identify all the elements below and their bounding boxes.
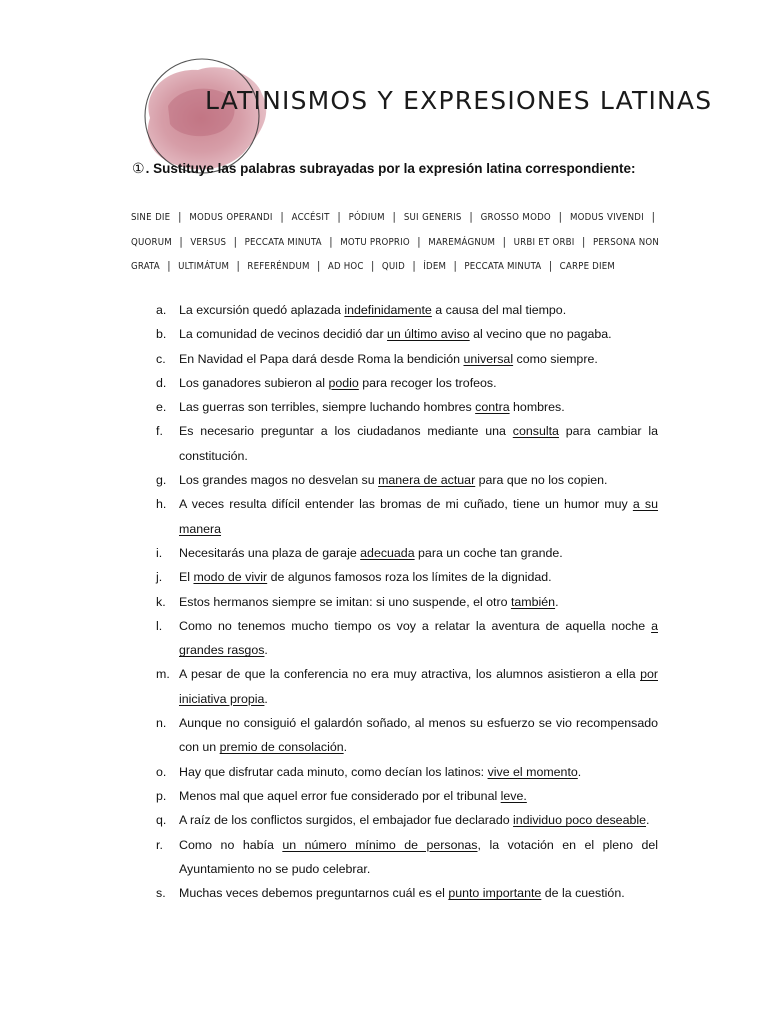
sentence-text: En Navidad el Papa dará desde Roma la bendición: [179, 351, 464, 366]
exercise-letter: k.: [156, 594, 166, 609]
word-bank-item: MAREMÁGNUM: [428, 236, 496, 248]
sentence-text: Estos hermanos siempre se imitan: si uno suspende, el otro: [179, 594, 511, 609]
word-bank-item: PERSONA NON GRATA: [131, 236, 660, 272]
exercise-list: [150, 298, 658, 905]
exercise-item: [150, 347, 658, 371]
sentence-text: Hay que disfrutar cada minuto, como decían los latinos:: [179, 764, 488, 779]
sentence-text: El: [179, 570, 194, 585]
underlined-phrase: indefinidamente: [344, 303, 432, 317]
underlined-phrase: modo de vivir: [193, 570, 268, 585]
sentence-text: Como no había: [179, 837, 283, 852]
sentence-text: .: [577, 764, 582, 779]
word-bank-separator: |: [392, 210, 397, 223]
word-bank-separator: |: [233, 234, 238, 248]
word-bank-separator: |: [558, 210, 563, 223]
underlined-phrase: manera de actuar: [378, 473, 476, 488]
underlined-phrase: un número mínimo de personas: [282, 837, 478, 852]
exercise-letter: q.: [156, 813, 167, 828]
exercise-item: [150, 395, 658, 419]
exercise-item: [150, 614, 658, 663]
word-bank-separator: |: [179, 234, 183, 248]
word-bank-item: MODUS VIVENDI: [569, 212, 644, 223]
word-bank-separator: |: [329, 234, 333, 248]
underlined-phrase: contra: [475, 400, 510, 415]
sentence-text: Las guerras son terribles, siempre luchando hombres: [179, 400, 476, 415]
word-bank-separator: |: [651, 210, 656, 223]
sentence-text: de algunos famosos roza los límites de la dignidad.: [267, 570, 552, 585]
exercise-letter: c.: [156, 351, 166, 366]
word-bank-item: ÍDEM: [423, 261, 447, 272]
word-bank-separator: |: [469, 210, 473, 223]
word-bank-separator: |: [412, 259, 416, 272]
sentence-text: .: [264, 691, 268, 706]
exercise-item: [150, 322, 658, 346]
sentence-text: hombres.: [509, 400, 565, 415]
underlined-phrase: por iniciativa propia: [179, 667, 658, 706]
sentence-text: Los ganadores subieron al: [179, 375, 329, 390]
exercise-item: [150, 833, 658, 882]
sentence-text: , la votación en el pleno del Ayuntamiento no se pudo celebrar.: [179, 837, 658, 876]
underlined-phrase: podio: [328, 375, 359, 390]
underlined-phrase: a grandes rasgos: [179, 618, 658, 658]
underlined-phrase: un último aviso: [387, 327, 470, 342]
exercise-letter: p.: [156, 788, 167, 803]
underlined-phrase: consulta: [512, 424, 559, 439]
underlined-phrase: a su manera: [179, 497, 659, 536]
sentence-text: Los grandes magos no desvelan su: [179, 473, 379, 488]
exercise-letter: m.: [156, 667, 170, 682]
exercise-letter: a.: [156, 303, 167, 317]
sentence-text: a causa del mal tiempo.: [431, 303, 567, 317]
sentence-text: como siempre.: [513, 351, 598, 366]
word-bank-separator: |: [417, 234, 421, 248]
exercise-number: ①: [132, 160, 145, 176]
sentence-text: .: [343, 740, 348, 755]
word-bank-separator: |: [548, 259, 553, 272]
word-bank-item: SUI GENERIS: [403, 212, 462, 223]
word-bank-item: MOTU PROPRIO: [340, 236, 410, 248]
underlined-phrase: también: [510, 594, 556, 609]
underlined-phrase: punto importante: [448, 886, 542, 901]
word-bank-separator: |: [337, 210, 341, 223]
exercise-item: [150, 662, 658, 711]
word-bank-item: CARPE DIEM: [559, 261, 616, 272]
sentence-text: .: [555, 594, 559, 609]
underlined-phrase: leve.: [500, 788, 527, 803]
exercise-item: [150, 760, 658, 784]
word-bank-separator: |: [502, 234, 507, 248]
sentence-text: La excursión quedó aplazada: [179, 303, 345, 317]
sentence-text: Aunque no consiguió el galardón soñado, al menos su esfuerzo se vio recompensado con un: [179, 716, 658, 755]
sentence-text: A veces resulta difícil entender las bromas de mi cuñado, tiene un humor muy: [179, 497, 633, 512]
exercise-item: [150, 565, 658, 589]
sentence-text: .: [264, 643, 268, 658]
exercise-item: [150, 784, 658, 808]
word-bank-separator: |: [453, 259, 458, 272]
exercise-letter: s.: [156, 886, 166, 901]
word-bank-item: AD HOC: [327, 261, 364, 272]
exercise-letter: f.: [156, 424, 163, 439]
sentence-text: Necesitarás una plaza de garaje: [179, 545, 361, 560]
word-bank-item: GROSSO MODO: [480, 212, 551, 223]
exercise-instruction: [132, 160, 652, 177]
sentence-text: Menos mal que aquel error fue considerado por el tribunal: [179, 788, 501, 803]
exercise-letter: e.: [156, 400, 167, 415]
exercise-letter: d.: [156, 375, 167, 390]
word-bank-separator: |: [280, 210, 284, 223]
underlined-phrase: universal: [463, 351, 514, 366]
page-title: LATINISMOS Y EXPRESIONES LATINAS: [205, 86, 713, 115]
word-bank-item: ULTIMÁTUM: [178, 261, 230, 272]
exercise-letter: j.: [156, 570, 163, 585]
sentence-text: La comunidad de vecinos decidió dar: [179, 327, 388, 342]
word-bank-separator: |: [316, 259, 321, 272]
word-bank-item: VERSUS: [190, 236, 227, 248]
word-bank-separator: |: [167, 259, 171, 272]
instruction-text: . Sustituye las palabras subrayadas por la expresión latina correspondiente:: [145, 161, 636, 176]
exercise-letter: i.: [156, 545, 163, 560]
exercise-item: [150, 711, 658, 760]
underlined-phrase: premio de consolación: [219, 740, 344, 755]
sentence-text: A raíz de los conflictos surgidos, el embajador fue declarado: [179, 813, 514, 828]
word-bank-item: SINE DIE: [131, 212, 171, 223]
sentence-text: para un coche tan grande.: [414, 545, 563, 560]
exercise-letter: b.: [156, 327, 167, 342]
exercise-item: [150, 371, 658, 395]
exercise-item: [150, 808, 658, 832]
exercise-item: [150, 881, 658, 905]
exercise-letter: r.: [156, 837, 163, 852]
word-bank-item: QUORUM: [131, 236, 172, 248]
word-bank-item: MODUS OPERANDI: [189, 212, 273, 223]
exercise-item: [150, 468, 658, 492]
word-bank-separator: |: [236, 259, 241, 272]
sentence-text: para recoger los trofeos.: [358, 375, 497, 390]
word-bank-item: PECCATA MINUTA: [244, 236, 322, 248]
exercise-letter: g.: [156, 473, 167, 488]
word-bank-separator: |: [178, 210, 182, 223]
word-bank-separator: |: [371, 259, 375, 272]
exercise-letter: n.: [156, 716, 167, 731]
exercise-item: [150, 590, 658, 614]
sentence-text: de la cuestión.: [541, 886, 625, 901]
underlined-phrase: vive el momento: [487, 764, 578, 779]
exercise-item: [150, 492, 658, 541]
sentence-text: A pesar de que la conferencia no era muy atractiva, los alumnos asistieron a ella: [179, 667, 641, 682]
exercise-letter: h.: [156, 497, 167, 512]
sentence-text: .: [646, 813, 650, 828]
word-bank-separator: |: [581, 234, 586, 248]
sentence-text: para que no los copien.: [475, 473, 608, 488]
exercise-item: [150, 419, 658, 468]
word-bank-item: PECCATA MINUTA: [464, 261, 542, 272]
word-bank-item: REFERÉNDUM: [247, 261, 310, 272]
word-bank-item: PÓDIUM: [348, 212, 385, 223]
underlined-phrase: adecuada: [360, 545, 415, 560]
word-bank-item: QUID: [381, 261, 405, 272]
sentence-text: para cambiar la constitución.: [179, 424, 658, 463]
exercise-item: [150, 541, 658, 565]
sentence-text: Como no tenemos mucho tiempo os voy a relatar la aventura de aquella noche: [179, 618, 652, 633]
exercise-letter: l.: [156, 618, 163, 633]
underlined-phrase: individuo poco deseable: [513, 813, 647, 828]
sentence-text: Muchas veces debemos preguntarnos cuál es el: [179, 886, 449, 901]
sentence-text: Es necesario preguntar a los ciudadanos mediante una: [179, 424, 513, 439]
exercise-item: [150, 298, 658, 322]
word-bank-item: ACCÉSIT: [291, 212, 330, 223]
sentence-text: al vecino que no pagaba.: [469, 327, 612, 342]
word-bank-item: URBI ET ORBI: [513, 236, 575, 248]
word-bank: [131, 205, 659, 279]
exercise-letter: o.: [156, 764, 167, 779]
